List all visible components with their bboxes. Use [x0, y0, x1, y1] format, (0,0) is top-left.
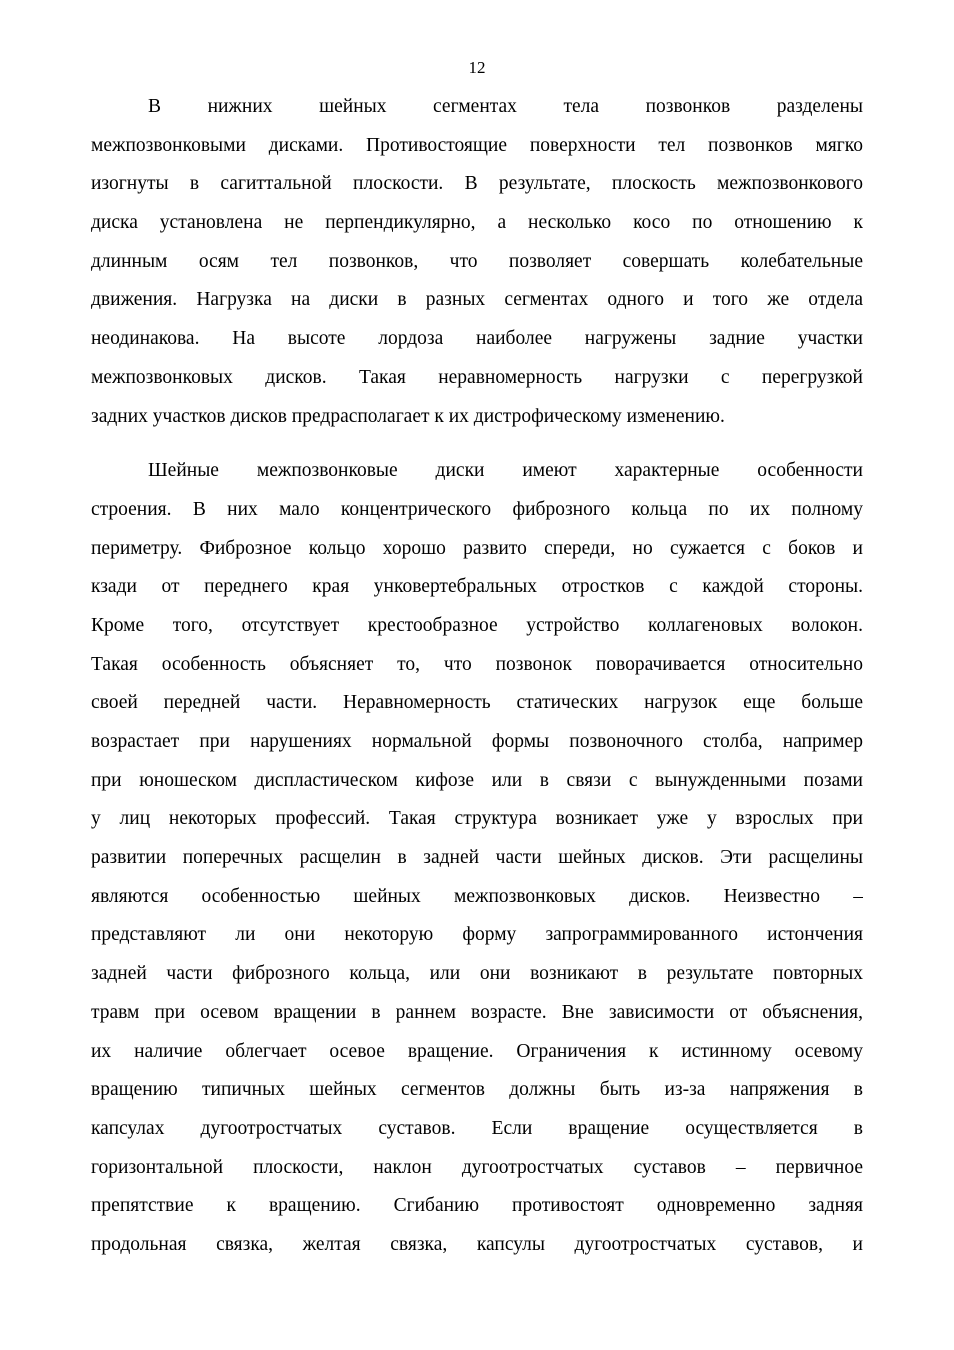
paragraph-1 — [91, 88, 863, 436]
text-line: своей передней части. Неравномерность статических нагрузок еще больше — [91, 692, 863, 714]
text-line: их наличие облегчает осевое вращение. Ограничения к истинному осевому — [91, 1040, 863, 1062]
text-line: Такая особенность объясняет то, что позвонок поворачивается относительно — [91, 653, 863, 675]
text-line: травм при осевом вращении в раннем возрасте. Вне зависимости от объяснения, — [91, 1001, 863, 1023]
text-line: межпозвонковых дисков. Такая неравномерность нагрузки с перегрузкой — [91, 366, 863, 388]
text-line: развитии поперечных расщелин в задней части шейных дисков. Эти расщелины — [91, 847, 863, 869]
text-line: представляют ли они некоторую форму запрограммированного истончения — [91, 924, 863, 946]
text-line: строения. В них мало концентрического фиброзного кольца по их полному — [91, 498, 863, 520]
text-line: горизонтальной плоскости, наклон дугоотростчатых суставов – первичное — [91, 1156, 863, 1178]
text-line: продольная связка, желтая связка, капсулы дугоотростчатых суставов, и — [91, 1233, 863, 1255]
body-text — [91, 88, 863, 1265]
text-line: возрастает при нарушениях нормальной формы позвоночного столба, например — [91, 731, 863, 752]
text-line: задних участков дисков предрасполагает к их дистрофическому изменению. — [91, 405, 725, 427]
paragraph-2 — [91, 452, 863, 1264]
text-line: Шейные межпозвонковые диски имеют характерные особенности — [148, 460, 863, 482]
paragraph-gap — [91, 436, 863, 452]
text-line: межпозвонковыми дисками. Противостоящие поверхности тел позвонков мягко — [91, 134, 863, 156]
text-line: изогнуты в сагиттальной плоскости. В результате, плоскость межпозвонкового — [91, 173, 863, 195]
text-line: движения. Нагрузка на диски в разных сегментах одного и того же отдела — [91, 289, 863, 311]
text-line: неодинакова. На высоте лордоза наиболее нагружены задние участки — [91, 328, 863, 350]
text-line: являются особенностью шейных межпозвонковых дисков. Неизвестно – — [91, 885, 863, 907]
text-line: у лиц некоторых профессий. Такая структура возникает уже у взрослых при — [91, 808, 863, 830]
text-line: задней части фиброзного кольца, или они возникают в результате повторных — [91, 963, 863, 985]
text-line: вращению типичных шейных сегментов должны быть из-за напряжения в — [91, 1079, 863, 1101]
text-line: кзади от переднего края унковертебральных отростков с каждой стороны. — [91, 576, 863, 598]
text-line: препятствие к вращению. Сгибанию противостоят одновременно задняя — [91, 1195, 863, 1217]
text-line: диска установлена не перпендикулярно, а несколько косо по отношению к — [91, 212, 863, 234]
text-line: капсулах дугоотростчатых суставов. Если вращение осуществляется в — [91, 1117, 863, 1139]
text-line: периметру. Фиброзное кольцо хорошо развито спереди, но сужается с боков и — [91, 537, 863, 559]
page-number: 12 — [468, 58, 486, 77]
text-line: длинным осям тел позвонков, что позволяет совершать колебательные — [91, 250, 863, 272]
text-line: В нижних шейных сегментах тела позвонков разделены — [148, 96, 863, 117]
text-line: Кроме того, отсутствует крестообразное устройство коллагеновых волокон. — [91, 614, 863, 636]
text-line: при юношеском диспластическом кифозе или в связи с вынужденными позами — [91, 769, 863, 791]
